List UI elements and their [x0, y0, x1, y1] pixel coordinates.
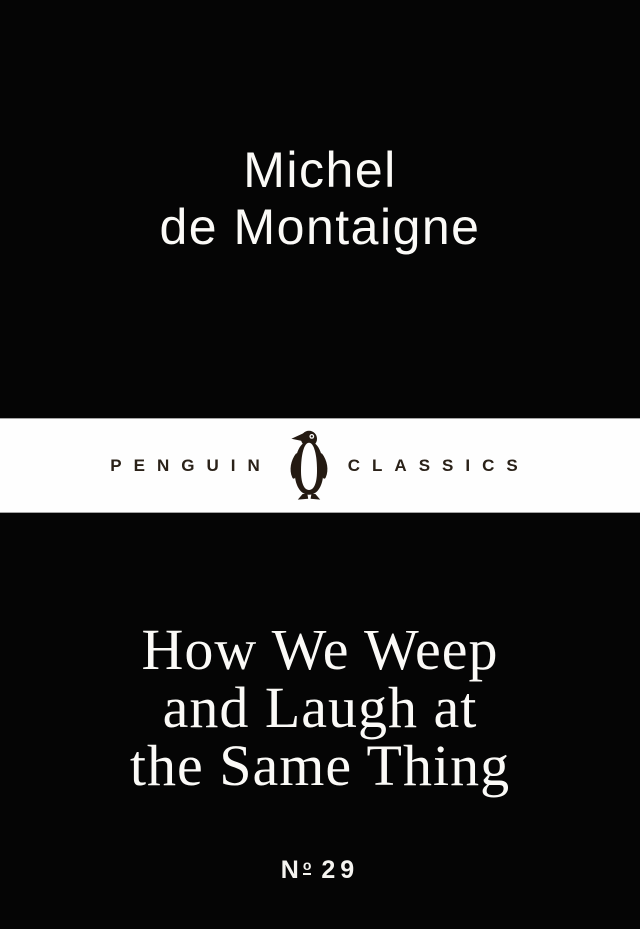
penguin-logo-icon — [289, 428, 329, 504]
title-line-2: and Laugh at — [162, 675, 478, 740]
publisher-band — [0, 418, 640, 513]
series-number-ordinal: o — [302, 857, 312, 873]
title-line-3: the Same Thing — [129, 733, 511, 798]
author-name — [0, 142, 640, 256]
author-line-2: de Montaigne — [159, 199, 481, 255]
series-number — [0, 856, 640, 885]
series-number-value: 29 — [321, 856, 360, 884]
title-line-1: How We Weep — [141, 617, 499, 682]
series-number-prefix: N — [280, 856, 301, 884]
author-line-1: Michel — [243, 142, 397, 198]
book-title — [0, 617, 640, 798]
imprint-name: CLASSICS — [347, 455, 530, 475]
publisher-name: PENGUIN — [110, 455, 272, 475]
